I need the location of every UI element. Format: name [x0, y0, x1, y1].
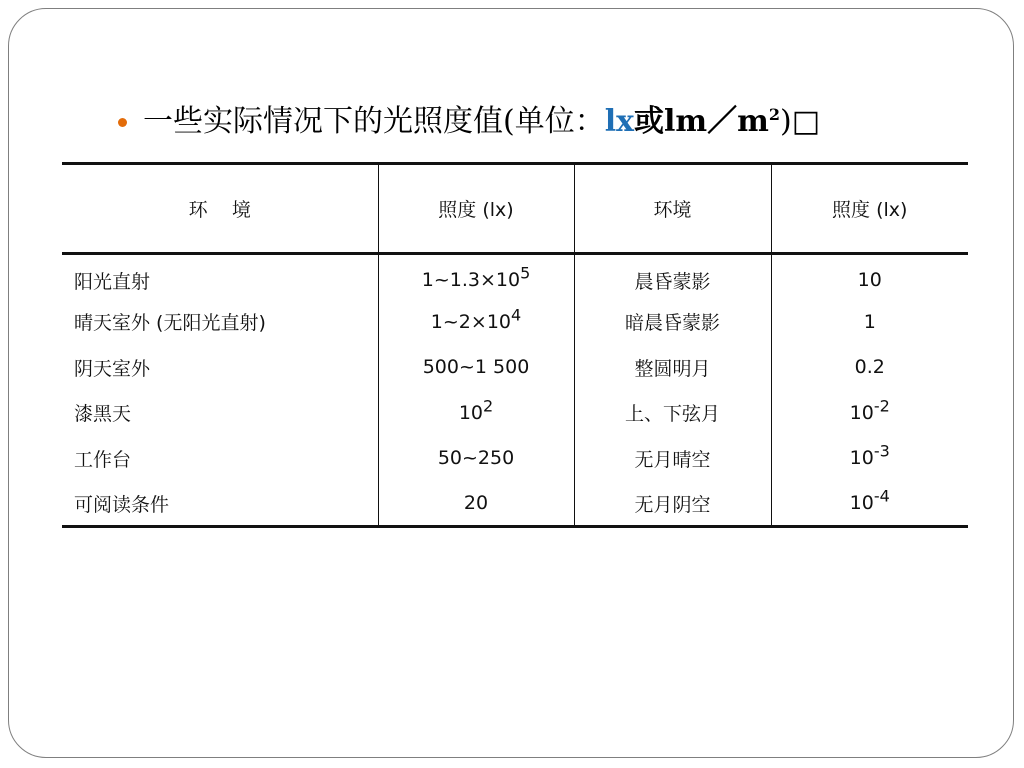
bullet-heading	[118, 100, 820, 144]
heading-unit-exp: 2	[768, 105, 781, 124]
lux-table-container	[62, 162, 968, 528]
cell-illuminance-1	[378, 481, 574, 527]
table-row	[62, 299, 968, 345]
cell-environment-2: 无月晴空	[574, 436, 771, 482]
cell-environment-1: 阴天室外	[74, 357, 151, 380]
cell-illuminance-2-base: 0.2	[854, 356, 885, 379]
heading-unit-or: 或lm／m	[634, 104, 769, 139]
table-header-row	[62, 164, 968, 254]
bullet-dot-icon	[118, 118, 127, 127]
cell-illuminance-1	[378, 254, 574, 300]
header-environment-1: 环 境	[62, 164, 378, 254]
heading-unit-lx: lx	[604, 104, 635, 139]
cell-illuminance-2-base: 10	[849, 401, 874, 424]
table-row	[62, 345, 968, 391]
cell-illuminance-2	[771, 436, 968, 482]
cell-illuminance-1-base: 500~1 500	[422, 356, 530, 379]
cell-illuminance-2	[771, 254, 968, 300]
cell-illuminance-2-exponent: -3	[873, 441, 890, 461]
cell-environment-1: 工作台	[74, 448, 132, 471]
table-row	[62, 481, 968, 527]
lux-table	[62, 162, 968, 528]
cell-illuminance-2	[771, 481, 968, 527]
table-row	[62, 436, 968, 482]
cell-environment-2: 整圆明月	[574, 345, 771, 391]
heading-unit-lm	[634, 104, 781, 139]
cell-illuminance-1	[378, 390, 574, 436]
cell-environment-1: 可阅读条件	[62, 481, 378, 527]
cell-illuminance-1	[378, 345, 574, 391]
cell-illuminance-1-base: 10	[458, 401, 483, 424]
heading-tail: )□	[780, 104, 821, 139]
heading-text: 一些实际情况下的光照度值(单位：	[143, 104, 605, 139]
cell-illuminance-2	[771, 299, 968, 345]
cell-illuminance-2	[771, 345, 968, 391]
cell-illuminance-2-base: 10	[857, 269, 882, 291]
cell-illuminance-1-exponent: 2	[483, 396, 494, 416]
cell-illuminance-1-base: 1~1.3×10	[421, 269, 521, 291]
cell-environment-1: 阳光直射	[74, 270, 151, 293]
cell-illuminance-2-base: 1	[863, 310, 876, 333]
cell-illuminance-1	[378, 299, 574, 345]
cell-illuminance-2-base: 10	[849, 492, 874, 514]
cell-environment-2: 无月阴空	[574, 481, 771, 527]
cell-environment-1: 晴天室外 (无阳光直射)	[74, 312, 266, 335]
table-row	[62, 254, 968, 300]
cell-environment-1: 漆黑天	[74, 403, 132, 426]
cell-illuminance-1-base: 50~250	[437, 447, 515, 470]
cell-illuminance-1	[378, 436, 574, 482]
cell-illuminance-1-exponent: 5	[520, 263, 531, 283]
header-environment-2: 环境	[574, 164, 771, 254]
cell-illuminance-1-base: 20	[463, 492, 489, 514]
cell-environment-2: 晨昏蒙影	[574, 254, 771, 300]
header-illuminance-1: 照度 (lx)	[378, 164, 574, 254]
header-illuminance-2: 照度 (lx)	[771, 164, 968, 254]
cell-illuminance-2-exponent: -4	[873, 486, 890, 506]
cell-illuminance-2-exponent: -2	[873, 396, 890, 416]
cell-illuminance-1-exponent: 4	[511, 305, 522, 325]
cell-illuminance-2-base: 10	[849, 447, 874, 470]
cell-environment-2: 上、下弦月	[574, 390, 771, 436]
table-row	[62, 390, 968, 436]
table-body	[62, 254, 968, 527]
cell-illuminance-2	[771, 390, 968, 436]
cell-environment-2: 暗晨昏蒙影	[574, 299, 771, 345]
cell-illuminance-1-base: 1~2×10	[430, 310, 511, 333]
